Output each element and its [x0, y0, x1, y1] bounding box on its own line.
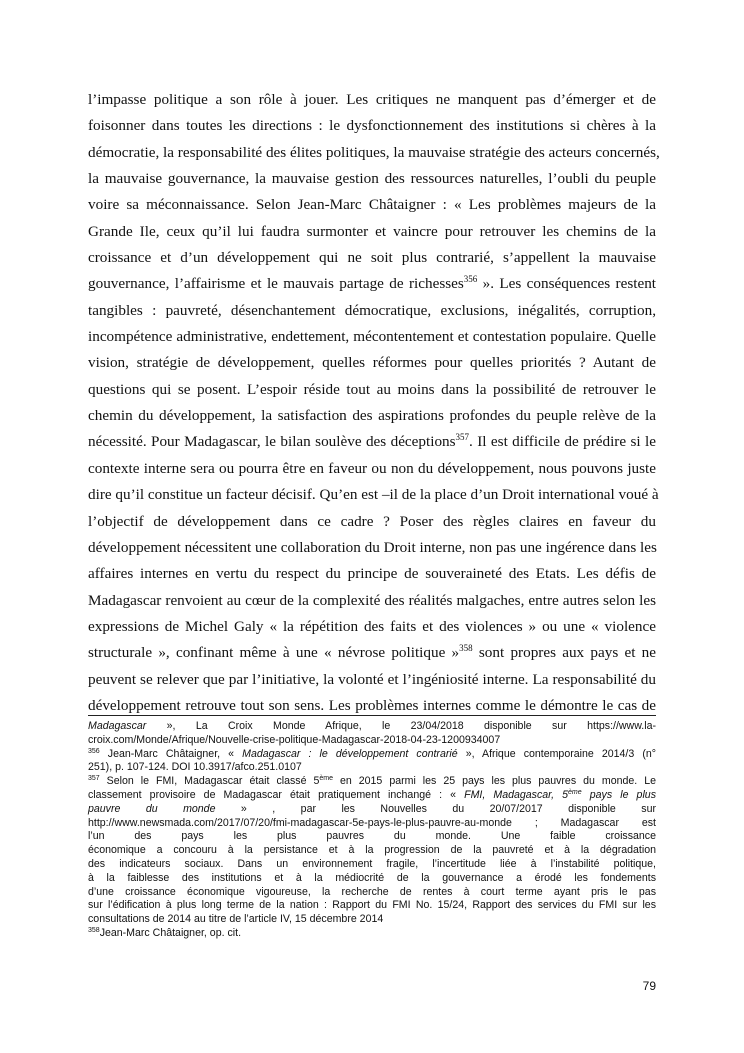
body-line: questions qui se posent. L’espoir réside tout au moins dans la possibilité de retrouver le	[88, 380, 656, 398]
footnote-357-line: classement provisoire de Madagascar était pratiquement inchangé : « FMI, Madagascar, 5ème pays le plus	[88, 788, 656, 801]
body-line: l’impasse politique a son rôle à jouer. Les critiques ne manquent pas d’émerger et de	[88, 91, 656, 108]
body-line: affaires internes en vertu du respect du principe de souveraineté des Etats. Les défis de	[88, 565, 656, 583]
body-line: contexte interne sera ou pourra être en faveur ou non du développement, nous pouvons juste	[88, 459, 656, 477]
body-line: nécessité. Pour Madagascar, le bilan soulève des déceptions$^{357}$. Il est difficile de prédire si le	[88, 432, 656, 451]
body-line: vision, stratégie de développement, quelles réformes pour quelles priorités ? Autant de	[88, 354, 656, 372]
body-line: voire sa méconnaissance. Selon Jean-Marc Châtaigner : « Les problèmes majeurs de la	[88, 196, 656, 214]
page-number: 79	[642, 979, 656, 993]
footnote-357-line: économique a concouru à la persistance et à la progression de la pauvreté et à la dégradation	[88, 844, 656, 857]
body-line: Grande Ile, ceux qu’il lui faudra surmonter et vaincre pour retrouver les chemins de la	[88, 222, 656, 240]
body-paragraph	[88, 87, 660, 719]
body-line: croissance et d’un développement qui ne soit plus contrarié, s’appellent la mauvaise	[88, 249, 656, 267]
footnote-reference[interactable]: 358	[459, 643, 473, 654]
footnote-357-line: des indicateurs sociaux. Dans un environnement fragile, l’incertitude liée à l’instabilité politique,	[88, 857, 656, 870]
body-line: peuvent se relever que par l’initiative, la volonté et l’ingéniosité interne. La responsabilité du	[88, 670, 656, 688]
body-line: Madagascar renvoient au cœur de la complexité des réalités malgaches, entre autres selon les	[88, 591, 656, 609]
footnote-357-line: sur l’édification à plus long terme de la nation : Rapport du FMI No. 15/24, Rapport des services du FMI sur les	[88, 899, 656, 912]
footnote-reference[interactable]: 357	[455, 432, 470, 443]
body-line: dire qu’il constitue un facteur décisif. Qu’en est –il de la place d’un Droit international voué à	[88, 486, 659, 504]
footnote-358: $^{358}$Jean-Marc Châtaigner, op. cit.	[88, 926, 242, 939]
footnote-reference[interactable]: 356	[463, 274, 478, 285]
footnote-357-line: pauvre du monde » , par les Nouvelles du 20/07/2017 disponible sur	[88, 802, 656, 815]
footnote-continuation-line: croix.com/Monde/Afrique/Nouvelle-crise-politique-Madagascar-2018-04-23-1200934007	[88, 733, 501, 746]
body-line: démocratie, la responsabilité des élites politiques, la mauvaise stratégie des acteurs concernés,	[88, 143, 660, 161]
footnote-continuation-line: Madagascar », La Croix Monde Afrique, le 23/04/2018 disponible sur https://www.la-	[88, 720, 656, 732]
body-line: foisonner dans toutes les directions : le dysfonctionnement des institutions si chères à la	[88, 117, 656, 135]
footnote-357-line: d’une croissance économique vigoureuse, la recherche de rentes à court terme ayant pris le pas	[88, 885, 656, 898]
footnote-356: $^{356}$ Jean-Marc Châtaigner, « Madagascar : le développement contrarié », Afrique contemporaine 2014/3 (n°	[88, 747, 656, 760]
body-line: gouvernance, l’affairisme et le mauvais partage de richesses$^{356}$ ». Les conséquences restent	[88, 274, 657, 293]
footnote-number: 358	[88, 926, 100, 934]
footnote-number: 357	[88, 775, 100, 783]
footnote-357-line: http://www.newsmada.com/2017/07/20/fmi-madagascar-5e-pays-le-plus-pauvre-au-monde ; Madagascar est	[88, 816, 656, 829]
footnote-357-line: consultations de 2014 au titre de l’article IV, 15 décembre 2014	[88, 913, 384, 926]
body-line: l’objectif de développement dans ce cadre ? Poser des règles claires en faveur du	[88, 512, 656, 530]
body-line: incompétence administrative, endettement, mécontentement et contestation populaire. Quelle	[88, 328, 656, 346]
footnote-357-line: à la faiblesse des institutions et à la médiocrité de la gouvernance a érodé les fondements	[88, 871, 656, 884]
footnotes	[88, 720, 656, 941]
footnote-356-line: 251), p. 107-124. DOI 10.3917/afco.251.0107	[88, 761, 302, 774]
body-line: la mauvaise gouvernance, la mauvaise gestion des ressources naturelles, l’oubli du peuple	[88, 170, 656, 188]
footnote-number: 356	[88, 747, 100, 755]
body-line: structurale », confinant même à une « névrose politique »$^{358}$ sont propres aux pays et ne	[88, 643, 656, 662]
footnote-separator	[88, 715, 656, 716]
body-line: expressions de Michel Galy « la répétition des faits et des violences » ou une « violence	[88, 617, 656, 635]
footnote-357-line: l’un des pays les plus pauvres du monde. Une faible croissance	[88, 830, 656, 843]
body-line: tangibles : pauvreté, désenchantement démocratique, exclusions, inégalités, corruption,	[88, 301, 656, 319]
footnote-357: $^{357}$ Selon le FMI, Madagascar était classé 5ème en 2015 parmi les 25 pays les plus pauvres du monde. Le	[88, 775, 656, 788]
body-line: développement retrouve tout son sens. Les problèmes internes comme le démontre le cas de	[88, 696, 656, 714]
body-line: développement nécessitent une collaboration du Droit interne, non pas une ingérence dans les	[88, 538, 657, 556]
body-line: chemin du développement, la satisfaction des aspirations profondes du peuple relève de la	[88, 407, 656, 425]
